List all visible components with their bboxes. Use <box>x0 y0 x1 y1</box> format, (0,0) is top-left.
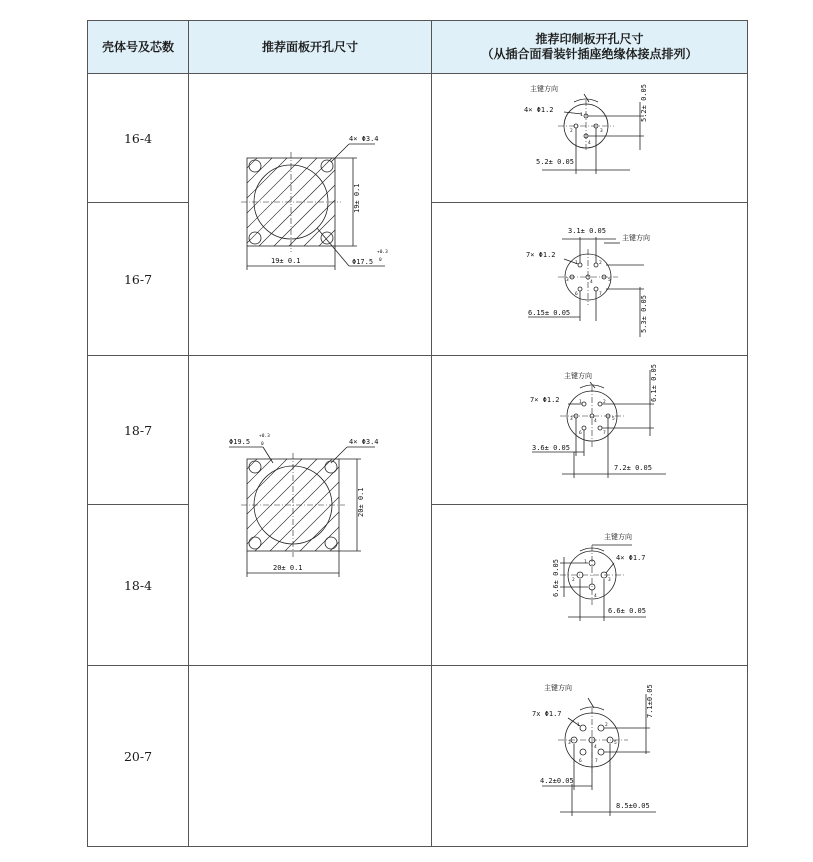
svg-text:5: 5 <box>614 741 617 746</box>
vdim: 5.3± 0.05 <box>640 295 648 333</box>
width-dim: 20± 0.1 <box>273 563 303 572</box>
svg-text:1: 1 <box>580 113 583 118</box>
model-cell: 18-7 <box>88 356 189 505</box>
header-row <box>88 21 748 74</box>
header-shell-cores: 壳体号及芯数 <box>88 21 189 74</box>
svg-text:6: 6 <box>579 759 582 764</box>
header-pcb-line1: 推荐印制板开孔尺寸 <box>535 32 644 46</box>
bore-dim: Φ19.5 <box>229 437 251 446</box>
key-label: 主键方向 <box>604 533 632 541</box>
left-dim: 4.2±0.05 <box>540 777 574 785</box>
svg-text:7: 7 <box>595 759 598 764</box>
height-dim: 19± 0.1 <box>353 182 361 213</box>
svg-text:3: 3 <box>566 278 569 283</box>
right-dim: 7.2± 0.05 <box>614 464 652 472</box>
svg-text:+0.3: +0.3 <box>259 433 270 439</box>
svg-text:7: 7 <box>603 431 606 436</box>
svg-text:4: 4 <box>594 745 597 750</box>
model-cell: 18-4 <box>88 505 189 666</box>
pcb-cutout-16-7 <box>432 203 748 356</box>
svg-text:3: 3 <box>600 129 603 134</box>
svg-text:1: 1 <box>577 723 580 728</box>
key-label: 主键方向 <box>622 234 650 242</box>
header-panel-cutout: 推荐面板开孔尺寸 <box>189 21 432 74</box>
hatch <box>241 453 345 557</box>
key-label: 主键方向 <box>530 85 558 93</box>
table-row <box>88 666 748 847</box>
svg-text:7: 7 <box>599 292 602 297</box>
svg-text:3: 3 <box>570 417 573 422</box>
key-label: 主键方向 <box>544 684 572 692</box>
pcb-drawing-18-4 <box>432 505 748 661</box>
header-pcb-line2: （从插合面看装针插座绝缘体接点排列） <box>481 47 698 61</box>
svg-text:1: 1 <box>575 261 578 266</box>
svg-text:2: 2 <box>572 578 575 583</box>
pins-label: 7x Φ1.7 <box>532 710 562 718</box>
svg-text:0: 0 <box>261 441 264 447</box>
svg-text:3: 3 <box>608 578 611 583</box>
pins-label: 7× Φ1.2 <box>530 396 560 404</box>
svg-text:4: 4 <box>588 141 591 146</box>
model-cell: 16-4 <box>88 74 189 203</box>
key-label: 主键方向 <box>564 372 592 380</box>
panel-drawing-16 <box>189 78 432 348</box>
hdim: 6.6± 0.05 <box>608 607 646 615</box>
vdim: 7.1±0.05 <box>646 684 654 718</box>
pcb-drawing-16-4 <box>432 74 748 198</box>
height-dim: 20± 0.1 <box>357 486 365 517</box>
pcb-drawing-18-7 <box>432 356 748 500</box>
svg-text:1: 1 <box>584 560 587 565</box>
svg-text:1: 1 <box>579 400 582 405</box>
svg-text:4: 4 <box>594 594 597 599</box>
pcb-cutout-20-7 <box>432 666 748 847</box>
hdim: 6.15± 0.05 <box>528 309 571 317</box>
table-row <box>88 74 748 203</box>
svg-text:4: 4 <box>594 419 597 424</box>
panel-cutout-18 <box>189 356 432 666</box>
hatch <box>241 152 341 252</box>
svg-text:2: 2 <box>603 400 606 405</box>
pcb-cutout-18-4 <box>432 505 748 666</box>
left-dim: 3.6± 0.05 <box>532 444 570 452</box>
holes-label: 4× Φ3.4 <box>349 134 379 143</box>
holes-label: 4× Φ3.4 <box>349 437 379 446</box>
spec-table <box>87 20 748 847</box>
pins-label: 4× Φ1.2 <box>524 106 554 114</box>
width-dim: 19± 0.1 <box>271 256 301 265</box>
svg-text:5: 5 <box>612 417 615 422</box>
svg-text:+0.3: +0.3 <box>377 249 388 255</box>
svg-text:0: 0 <box>379 257 382 263</box>
pcb-drawing-20-7 <box>432 666 748 842</box>
svg-text:3: 3 <box>568 741 571 746</box>
svg-text:2: 2 <box>605 723 608 728</box>
panel-cutout-empty <box>189 666 432 847</box>
hdim: 5.2± 0.05 <box>536 158 574 166</box>
svg-text:5: 5 <box>608 278 611 283</box>
svg-text:6: 6 <box>579 431 582 436</box>
panel-drawing-18 <box>189 359 432 659</box>
model-cell: 16-7 <box>88 203 189 356</box>
svg-text:2: 2 <box>570 129 573 134</box>
svg-text:2: 2 <box>599 261 602 266</box>
header-pcb-cutout <box>432 21 748 74</box>
table-row <box>88 356 748 505</box>
pins-label: 4× Φ1.7 <box>616 554 646 562</box>
right-dim: 8.5±0.05 <box>616 802 650 810</box>
vdim: 6.1± 0.05 <box>650 364 658 402</box>
svg-text:4: 4 <box>590 280 593 285</box>
vdim: 6.6± 0.05 <box>552 559 560 597</box>
panel-cutout-16 <box>189 74 432 356</box>
pcb-cutout-18-7 <box>432 356 748 505</box>
vdim: 5.2± 0.05 <box>640 84 648 122</box>
pcb-drawing-16-7 <box>432 203 748 351</box>
model-cell: 20-7 <box>88 666 189 847</box>
top-dim: 3.1± 0.05 <box>568 227 606 235</box>
pcb-cutout-16-4 <box>432 74 748 203</box>
bore-dim: Φ17.5 <box>352 257 374 266</box>
pins-label: 7× Φ1.2 <box>526 251 556 259</box>
svg-text:6: 6 <box>575 292 578 297</box>
